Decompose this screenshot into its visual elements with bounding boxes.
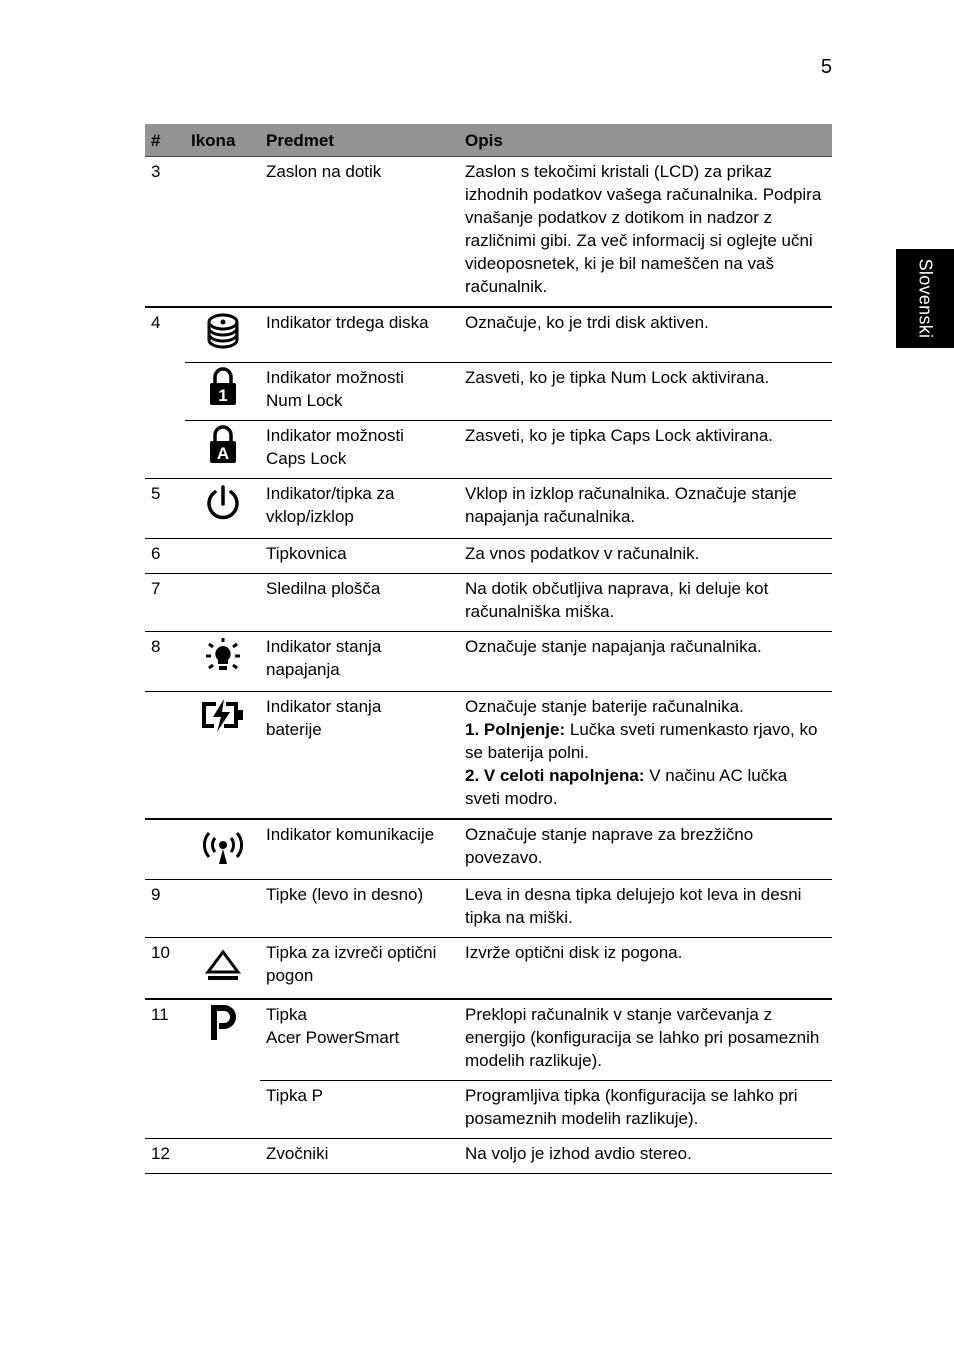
- row-desc-term: 1. Polnjenje:: [465, 719, 566, 739]
- row-item-line: Tipka za izvreči optični: [266, 943, 437, 962]
- row-number: [145, 1080, 185, 1138]
- hdd-icon: [205, 312, 241, 352]
- row-icon-cell: [185, 880, 260, 938]
- table-row: [145, 819, 832, 880]
- table-row: [145, 157, 832, 308]
- table-row: [145, 307, 832, 362]
- row-desc: Zaslon s tekočimi kristali (LCD) za prikaz izhodnih podatkov vašega računalnika. Podpira vnašanje podatkov z dotikom in nadzor z različnimi gibi. Za več informacij si oglejte učni videoposnetek, ki je bil nameščen na vaš računalnik.: [465, 162, 822, 296]
- num-lock-icon: [207, 367, 239, 407]
- row-number: [145, 819, 185, 880]
- table-row: [145, 938, 832, 999]
- row-number: [145, 420, 185, 478]
- caps-lock-icon: [207, 425, 239, 465]
- row-item: [260, 420, 459, 478]
- row-number: 4: [145, 307, 185, 362]
- row-desc: Zasveti, ko je tipka Caps Lock aktivirana.: [459, 420, 832, 478]
- powersmart-p-icon: [208, 1004, 238, 1044]
- page-number: 5: [820, 56, 832, 78]
- row-icon-cell: [185, 1138, 260, 1173]
- row-desc: Na voljo je izhod avdio stereo.: [459, 1138, 832, 1173]
- row-icon-cell: [185, 938, 260, 999]
- row-item-line: Caps Lock: [266, 448, 347, 468]
- table-row: [145, 691, 832, 819]
- row-item: [260, 362, 459, 420]
- row-icon-cell: [185, 307, 260, 362]
- row-item: [260, 631, 459, 691]
- row-icon-cell: [185, 478, 260, 538]
- svg-text:A: A: [216, 443, 229, 463]
- row-icon-cell: [185, 157, 260, 308]
- row-desc: Vklop in izklop računalnika. Označuje stanje napajanja računalnika.: [459, 478, 832, 538]
- eject-icon: [205, 948, 241, 984]
- row-desc: Na dotik občutljiva naprava, ki deluje kot računalniška miška.: [459, 573, 832, 631]
- row-item-line: baterije: [266, 719, 322, 739]
- row-desc: Preklopi računalnik v stanje varčevanja z energijo (konfiguracija se lahko pri posameznih modelih razlikuje).: [459, 999, 832, 1081]
- row-desc-text: V načinu AC lučka sveti modro.: [465, 765, 788, 808]
- table-row: [145, 420, 832, 478]
- table-row: [145, 1080, 832, 1138]
- header-num: #: [145, 124, 185, 157]
- row-item-line: napajanja: [266, 659, 340, 679]
- row-number: 8: [145, 631, 185, 691]
- row-icon-cell: [185, 362, 260, 420]
- row-item-line: pogon: [266, 966, 314, 985]
- row-item: Indikator trdega diska: [260, 307, 459, 362]
- row-number: 7: [145, 573, 185, 631]
- row-number: [145, 362, 185, 420]
- row-desc: Označuje stanje napajanja računalnika.: [459, 631, 832, 691]
- row-item-line: Acer PowerSmart: [266, 1027, 400, 1047]
- row-desc-text: Lučka sveti rumenkasto rjavo, ko se baterija polni.: [465, 719, 818, 762]
- wireless-icon: [200, 830, 246, 866]
- row-item: [260, 691, 459, 819]
- row-icon-cell: [185, 631, 260, 691]
- row-desc: Označuje, ko je trdi disk aktiven.: [459, 307, 832, 362]
- row-desc: Izvrže optični disk iz pogona.: [459, 938, 832, 999]
- language-side-tab-label: Slovenski: [915, 258, 936, 339]
- language-side-tab: [896, 249, 954, 348]
- header-icon: Ikona: [185, 124, 260, 157]
- row-item: Indikator komunikacije: [260, 819, 459, 880]
- table-header-row: [145, 124, 832, 157]
- row-desc: Programljiva tipka (konfiguracija se lahko pri posameznih modelih razlikuje).: [459, 1080, 832, 1138]
- row-number: [145, 691, 185, 819]
- row-item: Zaslon na dotik: [266, 162, 382, 181]
- row-icon-cell: [185, 573, 260, 631]
- row-icon-cell: [185, 1080, 260, 1138]
- power-icon: [204, 483, 242, 523]
- table-row: [145, 1138, 832, 1173]
- row-desc: [459, 691, 832, 819]
- row-number: 12: [145, 1138, 185, 1173]
- row-item-line: Indikator možnosti: [266, 367, 404, 387]
- row-item: Tipkovnica: [260, 538, 459, 573]
- row-number: 6: [145, 538, 185, 573]
- row-item: Zvočniki: [260, 1138, 459, 1173]
- row-number: 10: [145, 938, 185, 999]
- row-desc: Označuje stanje naprave za brezžično povezavo.: [459, 819, 832, 880]
- component-table: [145, 124, 832, 1174]
- row-icon-cell: [185, 420, 260, 478]
- row-desc: Za vnos podatkov v računalnik.: [459, 538, 832, 573]
- row-number: 9: [145, 880, 185, 938]
- row-item: Sledilna plošča: [260, 573, 459, 631]
- row-item-line: vklop/izklop: [266, 506, 354, 526]
- battery-charge-icon: [200, 696, 246, 736]
- row-desc-line: Označuje stanje baterije računalnika.: [465, 696, 744, 716]
- row-icon-cell: [185, 999, 260, 1081]
- row-item: [260, 938, 459, 999]
- row-item-line: Indikator stanja: [266, 636, 382, 656]
- table-row: [145, 573, 832, 631]
- row-icon-cell: [185, 538, 260, 573]
- table-row: [145, 478, 832, 538]
- table-row: [145, 631, 832, 691]
- row-desc: Leva in desna tipka delujejo kot leva in desni tipka na miški.: [459, 880, 832, 938]
- svg-text:1: 1: [217, 385, 228, 405]
- row-item-line: Indikator možnosti: [266, 425, 404, 445]
- row-item-line: Num Lock: [266, 390, 343, 410]
- row-item: [260, 999, 459, 1081]
- row-number: 5: [145, 478, 185, 538]
- row-item-line: Indikator stanja: [266, 696, 382, 716]
- header-item: Predmet: [260, 124, 459, 157]
- header-desc: Opis: [459, 124, 832, 157]
- row-desc-term: 2. V celoti napolnjena:: [465, 765, 645, 785]
- row-item: Tipke (levo in desno): [260, 880, 459, 938]
- table-row: [145, 362, 832, 420]
- row-number: 3: [151, 162, 161, 181]
- row-item: [260, 478, 459, 538]
- row-item-line: Tipka: [266, 1004, 307, 1024]
- row-desc: Zasveti, ko je tipka Num Lock aktivirana.: [459, 362, 832, 420]
- row-item: Tipka P: [260, 1080, 459, 1138]
- table-row: [145, 538, 832, 573]
- row-icon-cell: [185, 819, 260, 880]
- table-row: [145, 880, 832, 938]
- row-icon-cell: [185, 691, 260, 819]
- row-item-line: Indikator/tipka za: [266, 483, 395, 503]
- power-light-icon: [203, 636, 243, 676]
- row-number: 11: [145, 999, 185, 1081]
- table-row: [145, 999, 832, 1081]
